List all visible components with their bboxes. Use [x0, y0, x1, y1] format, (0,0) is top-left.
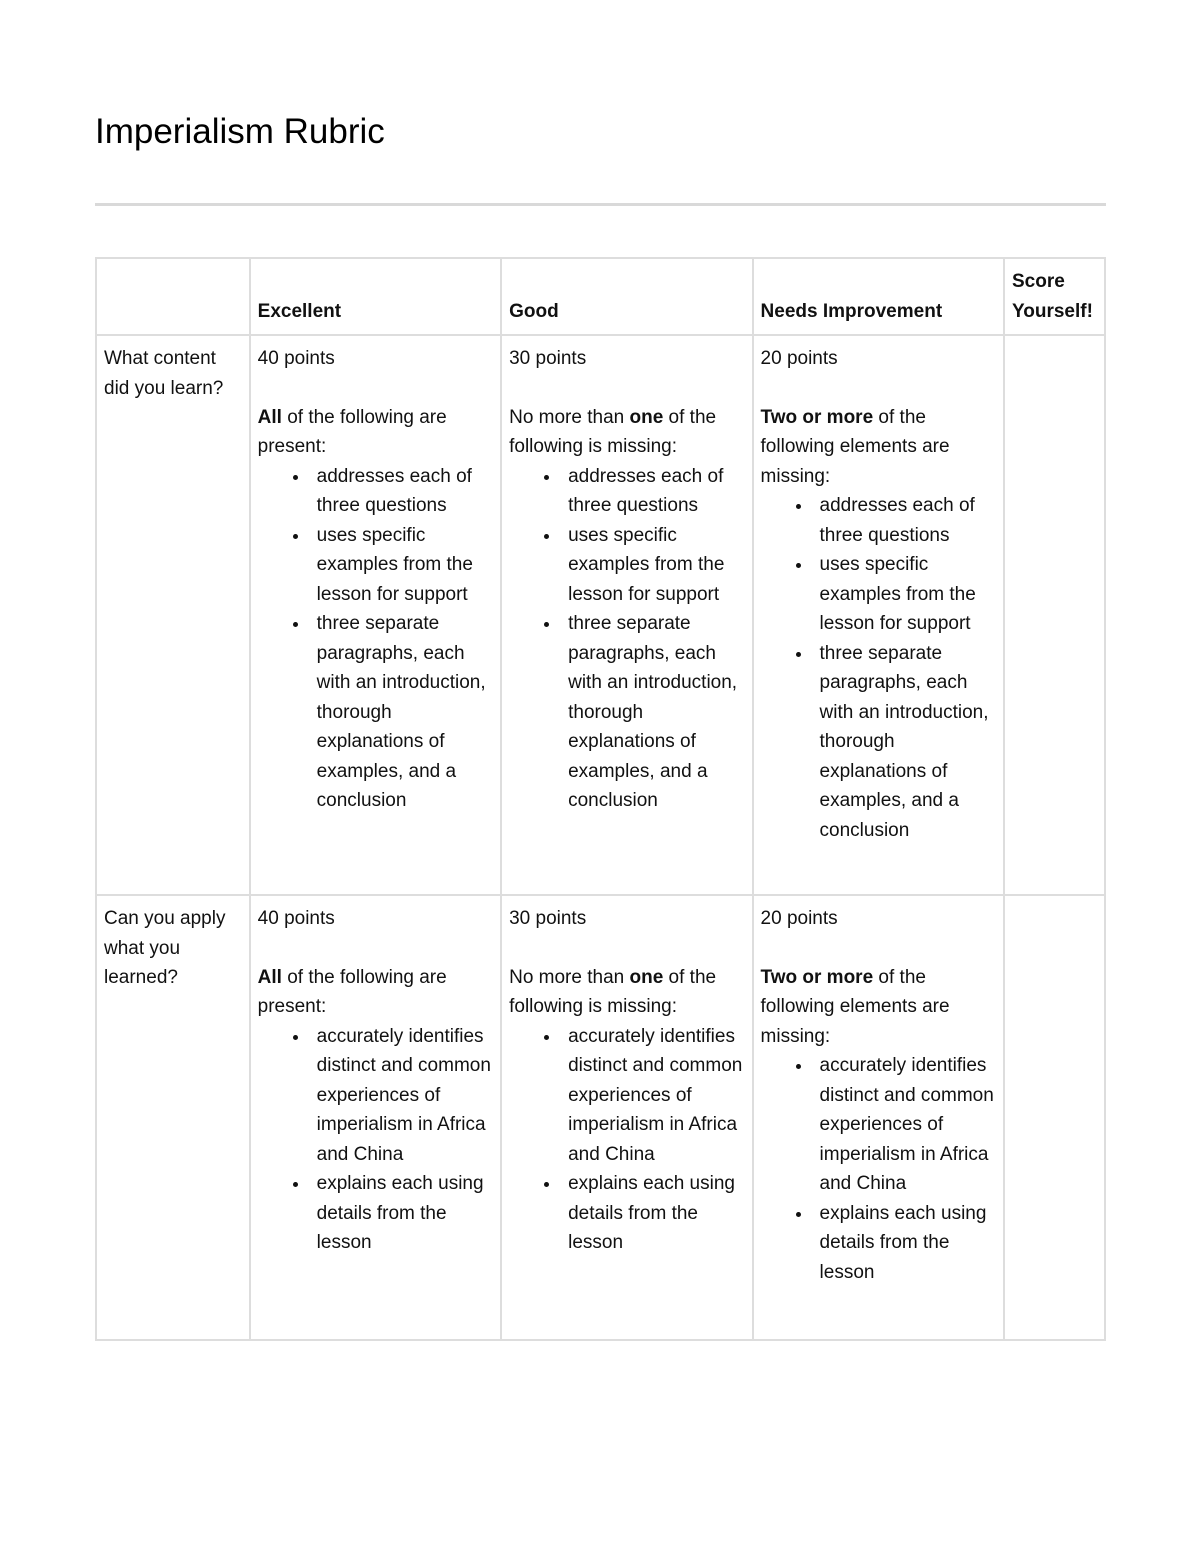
points-label: 20 points: [760, 348, 838, 369]
header-criteria: [96, 258, 250, 335]
good-cell: [501, 895, 752, 1340]
requirement-intro: All of the following are present:: [257, 406, 447, 457]
score-cell: [1004, 335, 1105, 895]
excellent-cell: [250, 335, 501, 895]
requirement-list: [258, 1022, 493, 1258]
requirement-intro: No more than one of the following is missing:: [509, 966, 717, 1017]
list-item: • accurately identifies distinct and common experiences of imperialism in Africa and China: [561, 1022, 744, 1170]
requirement-list: [258, 462, 493, 816]
score-cell: [1004, 895, 1105, 1340]
title-divider: [95, 203, 1106, 206]
requirement-list: [509, 462, 744, 816]
points-label: 40 points: [257, 908, 335, 929]
good-cell: [501, 335, 752, 895]
requirement-intro: No more than one of the following is missing:: [509, 406, 717, 457]
requirement-list: [761, 491, 996, 845]
points-label: 20 points: [760, 908, 838, 929]
page-title: Imperialism Rubric: [95, 112, 385, 151]
list-item: • accurately identifies distinct and common experiences of imperialism in Africa and China: [310, 1022, 493, 1170]
points-label: 30 points: [509, 348, 587, 369]
list-item: • addresses each of three questions: [813, 491, 996, 550]
list-item: • three separate paragraphs, each with an introduction, thorough explanations of examples, and a conclusion: [813, 639, 996, 846]
list-item: • three separate paragraphs, each with an introduction, thorough explanations of examples, and a conclusion: [561, 609, 744, 816]
list-item: • explains each using details from the lesson: [561, 1169, 744, 1258]
table-header-row: [96, 258, 1105, 335]
criteria-cell: Can you apply what you learned?: [96, 895, 250, 1340]
list-item: • explains each using details from the lesson: [813, 1199, 996, 1288]
requirement-intro: All of the following are present:: [257, 966, 447, 1017]
list-item: • uses specific examples from the lesson for support: [561, 521, 744, 610]
header-good: Good: [501, 258, 752, 335]
rubric-table: [95, 257, 1106, 1341]
criteria-cell: What content did you learn?: [96, 335, 250, 895]
needs-improvement-cell: [753, 335, 1004, 895]
requirement-list: [761, 1051, 996, 1287]
table-row: [96, 335, 1105, 895]
header-excellent: Excellent: [250, 258, 501, 335]
header-score-yourself: Score Yourself!: [1004, 258, 1105, 335]
header-needs-improvement: Needs Improvement: [753, 258, 1004, 335]
points-label: 30 points: [509, 908, 587, 929]
list-item: • addresses each of three questions: [561, 462, 744, 521]
needs-improvement-cell: [753, 895, 1004, 1340]
table-row: [96, 895, 1105, 1340]
list-item: • explains each using details from the lesson: [310, 1169, 493, 1258]
list-item: • accurately identifies distinct and common experiences of imperialism in Africa and China: [813, 1051, 996, 1199]
points-label: 40 points: [257, 348, 335, 369]
requirement-list: [509, 1022, 744, 1258]
excellent-cell: [250, 895, 501, 1340]
list-item: • uses specific examples from the lesson for support: [813, 550, 996, 639]
list-item: • addresses each of three questions: [310, 462, 493, 521]
list-item: • three separate paragraphs, each with an introduction, thorough explanations of examples, and a conclusion: [310, 609, 493, 816]
list-item: • uses specific examples from the lesson for support: [310, 521, 493, 610]
requirement-intro: Two or more of the following elements are missing:: [760, 406, 950, 487]
requirement-intro: Two or more of the following elements are missing:: [760, 966, 950, 1047]
